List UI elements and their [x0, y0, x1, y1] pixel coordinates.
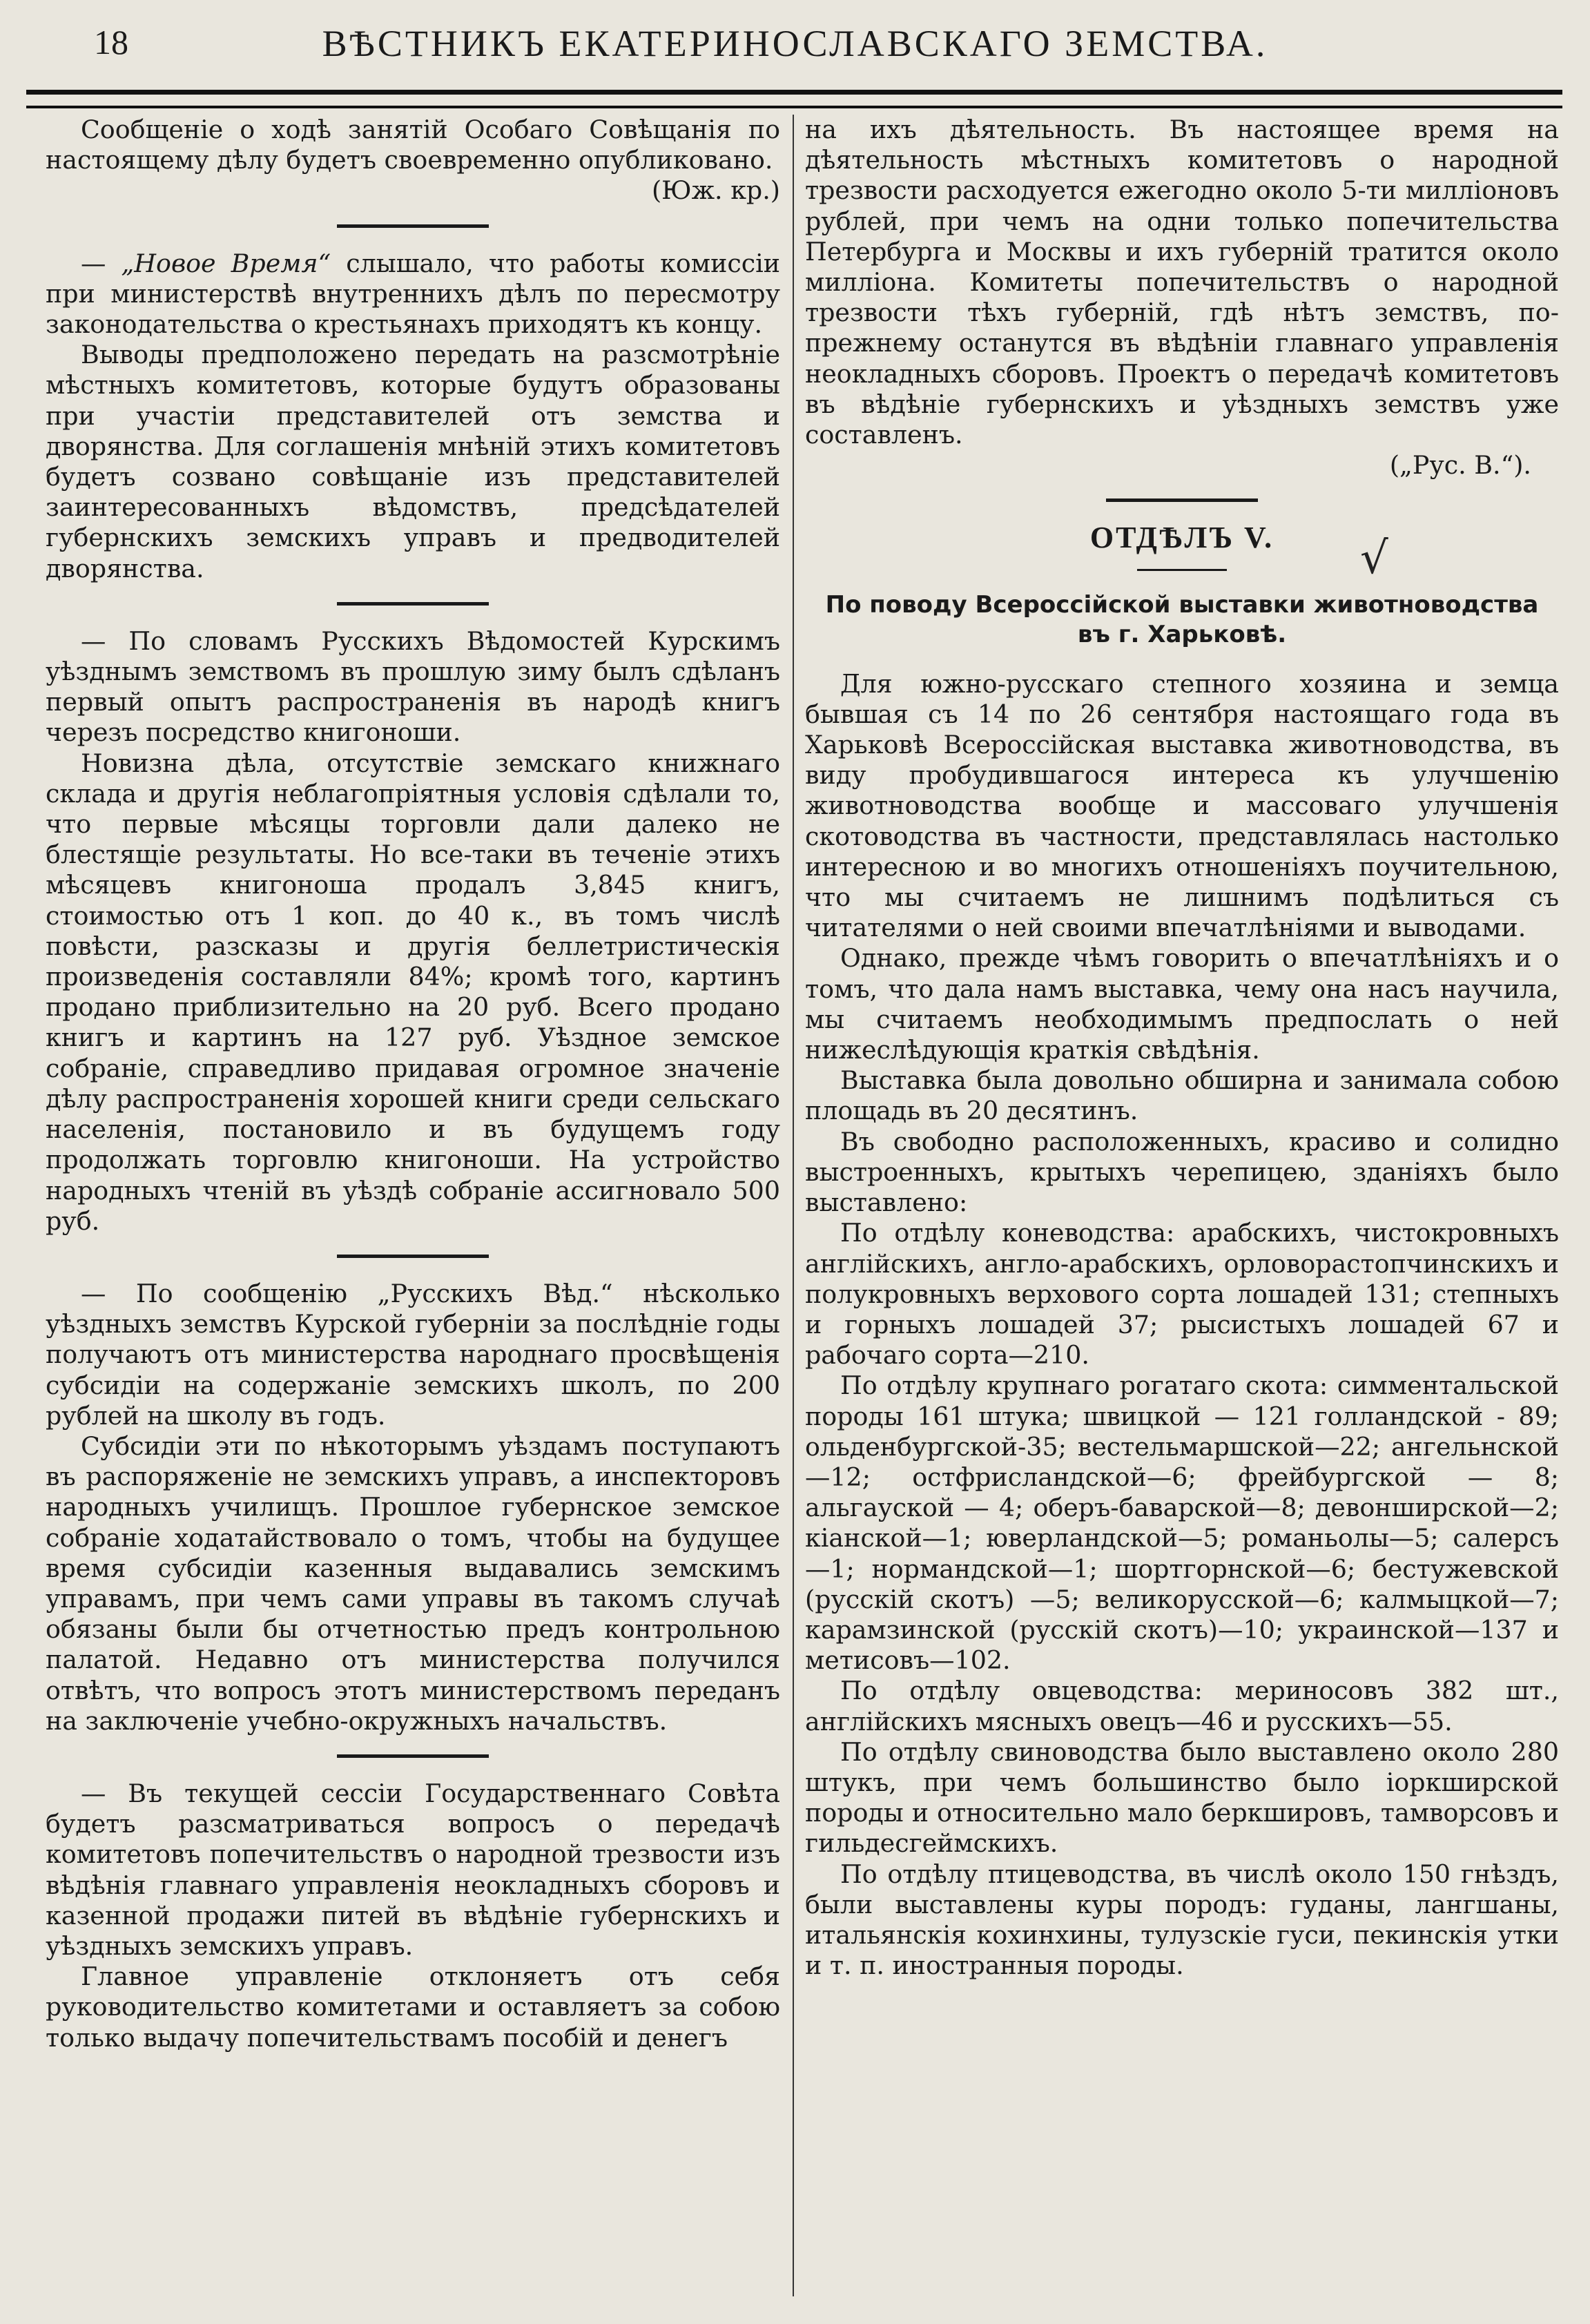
column-divider — [793, 115, 794, 2296]
continued-text: на ихъ дѣятельность. Въ настоящее время на дѣятельность мѣстныхъ комитетовъ о народной трезвости расходуется ежегодно около 5-ти милліоновъ рублей, при чемъ на одни только попечительства Петербурга и Москвы и ихъ губерній тратится около милліона. Комитеты попечительствъ о народной трезвости тѣхъ губерній, гдѣ нѣтъ земствъ, по-прежнему останутся въ вѣдѣніи главнаго управленія неокладныхъ сборовъ. Проектъ о передачѣ комитетовъ въ вѣдѣніе губернскихъ и уѣздныхъ земствъ уже составленъ. — [805, 115, 1559, 450]
news-item-2-body: слышало, что работы комиссіи при министерствѣ внутреннихъ дѣлъ по пересмотру законодательства о крестьянахъ приходятъ къ концу. — [46, 248, 780, 340]
news-dash: — — [80, 248, 122, 278]
news-item-3-para-2: Новизна дѣла, отсутствіе земскаго книжнаго склада и другія неблагопріятныя условія сдѣлали то, что первые мѣсяцы торговли дали далеко не блестящіе результаты. Но все-таки въ теченіе этихъ мѣсяцевъ книгоноша продалъ 3,845 книгъ, стоимостью отъ 1 коп. до 40 к., въ томъ числѣ повѣсти, разсказы и другія беллетристическія произведенія составляли 84%; кромѣ того, картинъ продано приблизительно на 20 руб. Всего продано книгъ и картинъ на 127 руб. Уѣздное земское собраніе, справедливо придавая огромное значеніе дѣлу распространенія хорошей книги среди сельскаго населенія, постановило и въ будущемъ году продолжать торговлю книгоноши. На устройство народныхъ чтеній въ уѣздѣ собраніе ассигновало 500 руб. — [46, 748, 780, 1236]
news-item-2-para-1 — [46, 249, 780, 340]
left-column — [46, 115, 780, 2303]
handwritten-check-mark: √ — [1360, 533, 1388, 584]
header-double-rule — [26, 90, 1562, 108]
news-item-1-body: Сообщеніе о ходѣ занятій Особаго Совѣщанія по настоящему дѣлу будетъ своевременно опубликовано. — [46, 115, 780, 175]
page-header — [28, 10, 1562, 79]
continued-source: („Рус. В.“). — [1389, 450, 1531, 481]
article-para-7: По отдѣлу овцеводства: мериносовъ 382 шт., англійскихъ мясныхъ овецъ—46 и русскихъ—55. — [805, 1676, 1559, 1736]
right-column — [805, 115, 1559, 2303]
section-heading: ОТДѢЛЪ V. — [1089, 521, 1274, 555]
separator-rule — [1106, 498, 1258, 502]
news-item-5-para-1: — Въ текущей сессіи Государственнаго Совѣта будетъ разсматриваться вопросъ о передачѣ комитетовъ попечительствъ о народной трезвости изъ вѣдѣнія главнаго управленія неокладныхъ сборовъ и казенной продажи питей въ вѣдѣніе губернскихъ и уѣздныхъ земскихъ управъ. — [46, 1778, 780, 1961]
separator-rule — [337, 224, 489, 228]
news-item-5-para-2: Главное управленіе отклоняетъ отъ себя руководительство комитетами и оставляетъ за собою только выдачу попечительствамъ пособій и денегъ — [46, 1962, 780, 2053]
article-para-8: По отдѣлу свиноводства было выставлено около 280 штукъ, при чемъ большинство было іоркширской породы и относительно мало беркшировъ, тамворсовъ и гильдесгеймскихъ. — [805, 1736, 1559, 1859]
article-para-3: Выставка была довольно обширна и занимала собою площадь въ 20 десятинъ. — [805, 1065, 1559, 1126]
news-item-1-text — [46, 115, 780, 206]
news-item-4-para-1: — По сообщенію „Русскихъ Вѣд.“ нѣсколько уѣздныхъ земствъ Курской губерніи за послѣдніе годы получаютъ отъ министерства народнаго просвѣщенія субсидіи на содержаніе земскихъ школъ, по 200 рублей на школу въ годъ. — [46, 1278, 780, 1431]
article-para-2: Однако, прежде чѣмъ говорить о впечатлѣніяхъ и о томъ, что дала намъ выставка, чему она насъ научила, мы считаемъ необходимымъ предпослать о ней нижеслѣдующія краткія свѣдѣнія. — [805, 943, 1559, 1065]
news-item-4-para-2: Субсидіи эти по нѣкоторымъ уѣздамъ поступаютъ въ распоряженіе не земскихъ управъ, а инспекторовъ народныхъ училищъ. Прошлое губернское земское собраніе ходатайствовало о томъ, чтобы на будущее время субсидіи казенныя выдавались земскимъ управамъ, при чемъ сами управы въ такомъ случаѣ обязаны были бы отчетностью предъ контрольною палатой. Недавно отъ министерства получился отвѣтъ, что вопросъ этотъ министерствомъ переданъ на заключеніе учебно-окружныхъ начальствъ. — [46, 1431, 780, 1736]
separator-rule — [337, 1754, 489, 1758]
news-item-1-source: (Юж. кр.) — [651, 175, 780, 206]
separator-rule — [337, 1255, 489, 1258]
article-para-6: По отдѣлу крупнаго рогатаго скота: симментальской породы 161 штука; швицкой — 121 голландской - 89; ольденбургской-35; вестельмаршской—22; ангельнской—12; остфрисландской—6; фрейбургской — 8; альгауской — 4; оберъ-баварской—8; девонширской—2; кіанской—1; юверландской—5; романьолы—5; салерсъ—1; нормандской—1; шортгорнской—6; бестужевской (русскій скотъ) —5; великорусской—6; калмыцкой—7; карамзинской (русскій скотъ)—10; украинской—137 и метисовъ—102. — [805, 1371, 1559, 1676]
article-para-1: Для южно-русскаго степного хозяина и земца бывшая съ 14 по 26 сентября настоящаго года въ Харьковѣ Всероссійская выставка животноводства, въ виду пробудившагося интереса къ улучшенію животноводства вообще и массоваго улучшенія скотоводства въ частности, представлялась настолько интересною и во многихъ отношеніяхъ поучительною, что мы считаемъ не лишнимъ подѣлиться съ читателями о ней своими впечатлѣніями и выводами. — [805, 668, 1559, 943]
section-short-rule — [1137, 569, 1227, 571]
news-item-3-para-1: — По словамъ Русскихъ Вѣдомостей Курскимъ уѣзднымъ земствомъ въ прошлую зиму былъ сдѣланъ первый опытъ распространенія въ народѣ книгъ черезъ посредство книгоноши. — [46, 626, 780, 748]
journal-title: ВѢСТНИКЪ ЕКАТЕРИНОСЛАВСКАГО ЗЕМСТВА. — [322, 23, 1268, 64]
separator-rule — [337, 602, 489, 606]
article-para-9: По отдѣлу птицеводства, въ числѣ около 150 гнѣздъ, были выставлены куры породъ: гуданы, лангшаны, итальянскія кохинхины, тулузскіе гуси, пекинскія утки и т. п. иностранныя породы. — [805, 1859, 1559, 1981]
page-number: 18 — [94, 23, 128, 61]
article-title: По поводу Всероссійской выставки животноводства въ г. Харьковѣ. — [825, 590, 1539, 648]
newspaper-name: „Новое Время“ — [121, 248, 331, 278]
article-para-5: По отдѣлу коневодства: арабскихъ, чистокровныхъ англійскихъ, англо-арабскихъ, орловорастопчинскихъ и полукровныхъ верхового сорта лошадей 131; степныхъ и горныхъ лошадей 37; рысистыхъ лошадей 67 и рабочаго сорта—210. — [805, 1218, 1559, 1371]
article-para-4: Въ свободно расположенныхъ, красиво и солидно выстроенныхъ, крытыхъ черепицею, зданіяхъ было выставлено: — [805, 1126, 1559, 1218]
news-item-2-para-2: Выводы предположено передать на разсмотрѣніе мѣстныхъ комитетовъ, которые будутъ образованы при участіи представителей отъ земства и дворянства. Для соглашенія мнѣній этихъ комитетовъ будетъ созвано совѣщаніе изъ представителей заинтересованныхъ вѣдомствъ, предсѣдателей губернскихъ земскихъ управъ и предводителей дворянства. — [46, 340, 780, 583]
